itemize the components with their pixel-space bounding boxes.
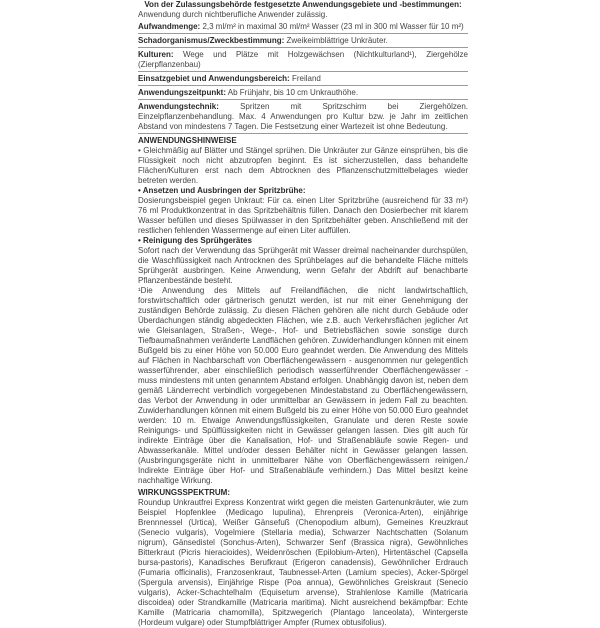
approval-subline: Anwendung durch nichtberufliche Anwender zulässig. [138,10,328,19]
field-label: Einsatzgebiet und Anwendungsbereich: [138,74,290,83]
field-schadorganismus [138,36,468,48]
field-kulturen [138,50,468,72]
hinweise-subheading-reinigung: • Reinigung des Sprühgerätes [138,236,252,245]
field-label: Anwendungstechnik: [138,102,219,111]
field-value: 2,3 ml/m² in maximal 30 ml/m² Wasser (23 ml in 300 ml Wasser für 10 m²) [200,22,464,31]
hinweise-paragraph-2: Dosierungsbeispiel gegen Unkraut: Für ca. einen Liter Spritzbrühe (ausreichend für 33 m²) 76 ml Produktkonzentrat in das Spritzbehältnis füllen. Danach den Dosierbecher mit klarem Wasser befüllen und dieses Spülwasser in den Spritzbehälter geben. Anschließend mit der restlichen fehlenden Wassermenge auf einen Liter auffüllen. [138,196,468,235]
field-value: Ab Frühjahr, bis 10 cm Unkrauthöhe. [226,88,359,97]
hinweise-paragraph-3: Sofort nach der Verwendung das Sprühgerät mit Wasser dreimal nacheinander durchspülen, die Waschflüssigkeit nach Antrocknen des Sprühbelages auf die behandelte Fläche mittels Sprühgerät ausbringen. Keine Anwendung, wenn Gefahr der Abdrift auf benachbarte Pflanzenbestände besteht. [138,246,468,285]
field-value: Spritzen mit Spritzschirm bei Ziergehölzen. Einzelpflanzenbehandlung. Max. 4 Anwendungen pro Kultur bzw. je Jahr im zeitlichen Abstand von mindestens 7 Tagen. Die Festsetzung einer Wartezeit ist ohne Bedeutung. [138,102,468,131]
field-value: Zweikeimblättrige Unkräuter. [284,36,388,45]
hinweise-subheading-spritzbruehe: • Ansetzen und Ausbringen der Spritzbrühe: [138,186,306,195]
field-label: Aufwandmenge: [138,22,201,31]
approval-heading: Von der Zulassungsbehörde festgesetzte Anwendungsgebiete und -bestimmungen: [144,0,462,9]
field-aufwandmenge [138,22,468,34]
field-label: Kulturen: [138,50,174,59]
field-label: Schadorganismus/Zweckbestimmung: [138,36,285,45]
spektrum-paragraph: Roundup Unkrautfrei Express Konzentrat wirkt gegen die meisten Gartenunkräuter, wie zum Beispiel Hopfenklee (Medicago lupulina), Ehrenpreis (Veronica-Arten), einjährige Brennnessel (Urtica), Weißer Gänsefuß (Chenopodium album), Gemeines Kreuzkraut (Senecio vulgaris), Vogelmiere (Stellaria media), Schwarzer Nachtschatten (Solanum nigrum), Gänsedistel (Sonchus-Arten), Schwarzer Senf (Brassica nigra), Gewöhnliches Bitterkraut (Picris hieracioides), Weidenröschen (Epilobium-Arten), Hirtentäschel (Capsella bursa-pastoris), Kanadisches Berufkraut (Erigeron canadensis), Gewöhnlicher Erdrauch (Fumaria officinalis), Franzosenkraut, Taubnessel-Arten (Lamium species), Acker-Spörgel (Spergula arvensis), Einjährige Rispe (Poa annua), Gewöhnliches Greiskraut (Senecio vulgaris), Acker-Schachtelhalm (Equisetum arvense), Strahlenlose Kamille (Matricaria discoidea) oder Strandkamille (Matricaria maritima). Nicht ausreichend bekämpfbar: Echte Kamille (Matricaria chamomilla), Spitzwegerich (Plantago lanceolata), Wintergerste (Hordeum vulgare) oder Stumpfblättriger Ampfer (Rumex obtusifolius). [138,498,468,627]
field-value: Freiland [289,74,321,83]
field-anwendungstechnik [138,102,468,134]
spektrum-heading: WIRKUNGSSPEKTRUM: [138,488,230,497]
hinweise-paragraph-4: ¹Die Anwendung des Mittels auf Freilandflächen, die nicht landwirtschaftlich, forstwirtschaftlich oder gärtnerisch genutzt werden, ist nur mit einer Genehmigung der zuständigen Behörde zulässig. Zu diesen Flächen gehören alle nicht durch Gebäude oder Überdachungen ständig abgedeckten Flächen, wie z.B. auch Verkehrsflächen jeglicher Art wie Gleisanlagen, Straßen-, Wege-, Hof- und Betriebsflächen sowie sonstige durch Tiefbaumaßnahmen veränderte Landflächen gehören. Zuwiderhandlungen können mit einem Bußgeld bis zu einer Höhe von 50.000 Euro geahndet werden. Die Anwendung des Mittels auf Flächen in Nachbarschaft von Oberflächengewässern - ausgenommen nur gelegentlich wasserführender, aber einschließlich periodisch wasserführender Oberflächengewässer - muss mindestens mit unten genanntem Abstand erfolgen. Unabhängig davon ist, neben dem gemäß Länderrecht verbindlich vorgegebenen Mindestabstand zu Oberflächengewässern, das Verbot der Anwendung in oder unmittelbar an Gewässern in jedem Fall zu beachten. Zuwiderhandlungen können mit einem Bußgeld bis zu einer Höhe von 50.000 Euro geahndet werden: 10 m. Etwaige Anwendungsflüssigkeiten, Granulate und deren Reste sowie Reinigungs- und Spülflüssigkeiten nicht in Gewässer gelangen lassen. Dies gilt auch für indirekte Einträge über die Kanalisation, Hof- und Straßenabläufe sowie Regen- und Abwasserkanäle. Mittel und/oder dessen Behälter nicht in Gewässer gelangen lassen. (Ausbringungsgeräte nicht in unmittelbarer Nähe von Oberflächengewässern reinigen./ Indirekte Einträge über Hof- und Straßenabläufe verhindern.) Das Mittel besitzt keine nachhaltige Wirkung. [138,286,468,485]
hinweise-heading: ANWENDUNGSHINWEISE [138,136,237,145]
field-einsatzgebiet [138,74,468,86]
field-label: Anwendungszeitpunkt: [138,88,226,97]
hinweise-paragraph-1: • Gleichmäßig auf Blätter und Stängel sprühen. Die Unkräuter zur Gänze einsprühen, bis die Flüssigkeit noch nicht abzutropfen beginnt. Es ist sicherzustellen, dass behandelte Flächen/Kulturen erst nach dem Abtrocknen des Pflanzenschutzmittelbelages wieder betreten werden. [138,146,468,185]
field-anwendungszeitpunkt [138,88,468,100]
field-value: Wege und Plätze mit Holzgewächsen (Nichtkulturland¹), Ziergehölze (Zierpflanzenbau) [138,50,468,69]
